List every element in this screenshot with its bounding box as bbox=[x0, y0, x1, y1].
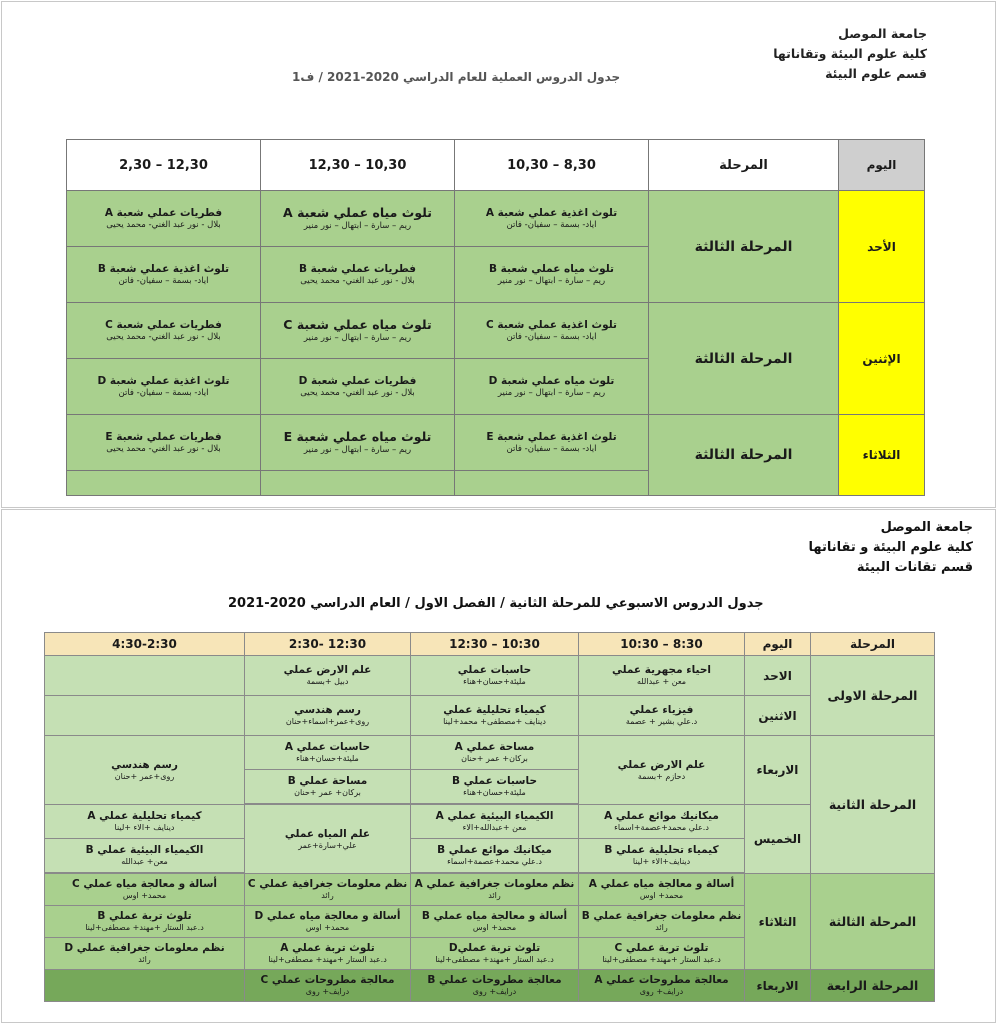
table-row bbox=[67, 191, 925, 247]
col-header-day: اليوم bbox=[745, 633, 811, 656]
top-university-name: جامعة الموصل bbox=[838, 26, 927, 41]
session-name: معالجة مطروحات عملي C bbox=[260, 974, 395, 987]
table-row bbox=[45, 805, 935, 839]
col-header-slot-2: 10,30 – 12,30 bbox=[261, 140, 455, 191]
session-staff: اياد- بسمة – سفيان- فاتن bbox=[506, 331, 597, 342]
session-staff: بلال - نور عبد الغني- محمد يحيى bbox=[300, 275, 415, 286]
col-header-slot-1: 8:30 – 10:30 bbox=[579, 633, 745, 656]
stage-cell: المرحلة الرابعة bbox=[811, 970, 935, 1002]
top-college-name: كلية علوم البيئة وتقاناتها bbox=[773, 46, 927, 61]
session-cell bbox=[45, 736, 245, 805]
session-cell bbox=[579, 874, 745, 906]
col-header-slot-1: 8,30 – 10,30 bbox=[455, 140, 649, 191]
stage-cell: المرحلة الثالثة bbox=[649, 415, 839, 496]
session-staff: ريم – سارة – ابتهال – نور منير bbox=[303, 333, 412, 343]
session-cell bbox=[45, 805, 245, 839]
session-name: تلوث مياه عملي شعبة B bbox=[489, 262, 614, 275]
session-staff: د.عبد الستار +مهند+ مصطفى+لينا bbox=[435, 955, 554, 964]
session-name: الكيمياء البيئية عملي B bbox=[85, 844, 204, 857]
session-staff: بلال - نور عبد الغني- محمد يحيى bbox=[300, 387, 415, 398]
session-cell bbox=[455, 359, 649, 415]
session-staff: درايف+ روى bbox=[639, 987, 684, 996]
session-staff: دبيل +بسمة bbox=[306, 677, 349, 686]
session-staff: ريم – سارة – ابتهال – نور منير bbox=[303, 445, 412, 455]
session-staff: رائد bbox=[321, 891, 334, 900]
session-name: أسالة و معالجة مياه عملي A bbox=[588, 878, 735, 891]
session-name: تلوث اغذية عملي شعبة A bbox=[485, 206, 618, 219]
session-name: فطريات عملي شعبة B bbox=[298, 262, 417, 275]
session-name: ميكانيك موائع عملي A bbox=[604, 810, 719, 823]
session-cell-empty bbox=[45, 970, 245, 1002]
session-name: حاسبات عملي bbox=[457, 664, 532, 677]
session-cell bbox=[45, 839, 245, 873]
session-name: فطريات عملي شعبة D bbox=[298, 374, 417, 387]
session-cell bbox=[411, 696, 579, 736]
top-table-header-row bbox=[67, 140, 925, 191]
col-header-slot-4: 4:30-2:30 bbox=[45, 633, 245, 656]
session-name: تلوث اغذية عملي شعبة D bbox=[97, 374, 230, 387]
session-name: تلوث مياه عملي شعبة E bbox=[283, 429, 432, 445]
session-staff: علي+سارة+عمر bbox=[298, 840, 357, 850]
session-cell bbox=[455, 303, 649, 359]
session-name: تلوث مياه عملي شعبة D bbox=[488, 374, 615, 387]
session-staff: رائد bbox=[138, 955, 151, 964]
session-name: حاسبات عملي A bbox=[284, 741, 371, 754]
col-header-slot-3: 12,30 – 2,30 bbox=[67, 140, 261, 191]
session-name: أسالة و معالجة مياه عملي C bbox=[72, 878, 217, 891]
session-name: ميكانيك موائع عملي B bbox=[437, 844, 552, 857]
session-staff: محمد+ اوس bbox=[122, 891, 167, 900]
day-cell: الاربعاء bbox=[745, 736, 811, 805]
session-cell bbox=[245, 770, 411, 804]
session-name: تلوث تربة عمليD bbox=[448, 942, 541, 955]
day-cell: الاثنين bbox=[745, 696, 811, 736]
session-cell bbox=[411, 736, 579, 770]
session-staff: د.علي بشير + عصمة bbox=[625, 717, 698, 726]
session-name: مساحة عملي B bbox=[287, 775, 368, 788]
table-row bbox=[45, 736, 935, 770]
session-name: تلوث اغذية عملي شعبة C bbox=[486, 318, 617, 331]
session-staff: مليئة+حسان+هناء bbox=[463, 788, 526, 797]
session-staff: درايف+ روى bbox=[472, 987, 517, 996]
session-name: نظم معلومات جغرافية عملي C bbox=[247, 878, 408, 891]
session-staff: د.علي محمد+عصمة+اسماء bbox=[614, 823, 709, 832]
session-name: تلوث تربة عملي B bbox=[97, 910, 192, 923]
top-schedule-title: جدول الدروس العملية للعام الدراسي 2020-2021 / ف1 bbox=[292, 70, 621, 84]
session-staff: د.عبد الستار +مهند+ مصطفى+لينا bbox=[602, 955, 721, 964]
session-cell bbox=[579, 805, 745, 839]
session-cell bbox=[67, 191, 261, 247]
stage-cell: المرحلة الثانية bbox=[811, 736, 935, 874]
session-cell bbox=[245, 938, 411, 970]
day-cell-monday: الإثنين bbox=[839, 303, 925, 415]
session-name: تلوث مياه عملي شعبة C bbox=[283, 317, 432, 333]
session-name: كيمياء تحليلية عملي B bbox=[604, 844, 719, 857]
session-cell bbox=[455, 191, 649, 247]
session-name: تلوث اغذية عملي شعبة E bbox=[486, 430, 617, 443]
session-staff: اياد- بسمة – سفيان- فاتن bbox=[506, 443, 597, 454]
session-cell-empty bbox=[45, 696, 245, 736]
session-staff: ريم – سارة – ابتهال – نور منير bbox=[497, 275, 606, 286]
col-header-stage: المرحلة bbox=[811, 633, 935, 656]
session-staff: ريم – سارة – ابتهال – نور منير bbox=[497, 387, 606, 398]
session-name: حاسبات عملي B bbox=[451, 775, 538, 788]
session-staff: درايف+ روى bbox=[305, 987, 350, 996]
session-cell bbox=[45, 906, 245, 938]
session-staff: بلال - نور عبد الغني- محمد يحيى bbox=[106, 443, 221, 454]
table-row bbox=[67, 303, 925, 359]
session-cell bbox=[579, 736, 745, 805]
session-staff: محمد+ اوس bbox=[472, 923, 517, 932]
session-cell bbox=[245, 736, 411, 770]
session-name: فطريات عملي شعبة A bbox=[104, 206, 223, 219]
session-cell bbox=[245, 970, 411, 1002]
session-name: تلوث مياه عملي شعبة A bbox=[283, 205, 432, 221]
session-cell bbox=[411, 874, 579, 906]
day-cell-tuesday: الثلاثاء bbox=[839, 415, 925, 496]
session-cell bbox=[261, 247, 455, 303]
session-staff: اياد- بسمة – سفيان- فاتن bbox=[118, 275, 209, 286]
session-cell bbox=[411, 839, 579, 873]
session-cell-cut bbox=[67, 471, 261, 496]
session-cell bbox=[579, 839, 745, 873]
session-name: فطريات عملي شعبة C bbox=[105, 318, 222, 331]
session-staff: معن +عبدالله+الاء bbox=[462, 823, 527, 832]
table-row bbox=[45, 970, 935, 1002]
session-name: علم الارض عملي bbox=[617, 758, 706, 771]
session-staff: معن+ عبدالله bbox=[121, 857, 168, 866]
col-header-slot-2: 10:30 – 12:30 bbox=[411, 633, 579, 656]
session-staff: دينايف +الاء +لينا bbox=[114, 823, 175, 832]
top-department-name: قسم علوم البيئة bbox=[825, 66, 927, 81]
session-name: رسم هندسي bbox=[111, 758, 178, 771]
session-staff: دينايف+الاء +لينا bbox=[632, 857, 691, 866]
session-cell bbox=[579, 696, 745, 736]
session-name: تلوث تربة عملي A bbox=[280, 942, 375, 955]
top-institution-header bbox=[773, 24, 927, 84]
session-staff: اياد- بسمة – سفيان- فاتن bbox=[506, 219, 597, 230]
session-cell bbox=[579, 906, 745, 938]
session-cell bbox=[579, 938, 745, 970]
session-cell bbox=[67, 415, 261, 471]
session-cell bbox=[67, 359, 261, 415]
col-header-slot-3: 12:30 -2:30 bbox=[245, 633, 411, 656]
session-cell bbox=[245, 805, 411, 874]
bottom-schedule-title: جدول الدروس الاسبوعي للمرحلة الثانية / الفصل الاول / العام الدراسي 2020-2021 bbox=[228, 596, 764, 611]
session-cell bbox=[411, 906, 579, 938]
session-staff: بركان+ عمر +حنان bbox=[461, 754, 528, 763]
session-staff: روى+عمر+اسماء+حنان bbox=[285, 717, 370, 726]
session-staff: مليئة+حسان+هناء bbox=[463, 677, 526, 686]
session-name: علم الارض عملي bbox=[283, 664, 372, 677]
col-header-stage: المرحلة bbox=[649, 140, 839, 191]
session-cell bbox=[411, 938, 579, 970]
session-cell bbox=[411, 770, 579, 804]
session-cell-cut bbox=[261, 471, 455, 496]
session-name: معالجة مطروحات عملي B bbox=[427, 974, 562, 987]
session-cell bbox=[245, 906, 411, 938]
table-row bbox=[45, 696, 935, 736]
session-staff: دينايف +مصطفى+ محمد+لينا bbox=[443, 717, 546, 726]
session-staff: رائد bbox=[488, 891, 501, 900]
session-staff: ريم – سارة – ابتهال – نور منير bbox=[303, 221, 412, 231]
session-staff: رائد bbox=[655, 923, 668, 932]
session-cell bbox=[67, 247, 261, 303]
session-name: كيمياء تحليلية عملي A bbox=[87, 810, 202, 823]
session-name: تلوث اغذية عملي شعبة B bbox=[97, 262, 230, 275]
session-staff: د.عبد الستار +مهند+ مصطفى+لينا bbox=[268, 955, 387, 964]
stage-cell: المرحلة الثالثة bbox=[649, 303, 839, 415]
session-cell bbox=[455, 247, 649, 303]
session-cell-cut bbox=[455, 471, 649, 496]
session-cell bbox=[45, 874, 245, 906]
session-staff: مليئة+حسان+هناء bbox=[296, 754, 359, 763]
session-cell bbox=[245, 696, 411, 736]
session-staff: بلال - نور عبد الغني- محمد يحيى bbox=[106, 331, 221, 342]
session-name: فطريات عملي شعبة E bbox=[105, 430, 222, 443]
table-row bbox=[67, 415, 925, 471]
session-staff: د.عبد الستار +مهند+ مصطفى+لينا bbox=[85, 923, 204, 932]
stage-cell: المرحلة الثالثة bbox=[649, 191, 839, 303]
stage-cell: المرحلة الثالثة bbox=[811, 874, 935, 970]
session-name: مساحة عملي A bbox=[454, 741, 535, 754]
session-staff: بلال - نور عبد الغني- محمد يحيى bbox=[106, 219, 221, 230]
session-cell bbox=[455, 415, 649, 471]
top-schedule-table bbox=[66, 139, 925, 496]
day-cell: الاربعاء bbox=[745, 970, 811, 1002]
session-cell bbox=[411, 656, 579, 696]
session-name: نظم معلومات جغرافية عملي B bbox=[581, 910, 742, 923]
session-cell bbox=[411, 970, 579, 1002]
session-staff: روى+عمر +حنان bbox=[114, 771, 175, 781]
bottom-college-name: كلية علوم البيئة و تقاناتها bbox=[808, 540, 973, 555]
session-staff: محمد+ اوس bbox=[305, 923, 350, 932]
day-cell-sunday: الأحد bbox=[839, 191, 925, 303]
session-name: نظم معلومات جغرافية عملي A bbox=[414, 878, 575, 891]
bottom-institution-header bbox=[809, 518, 973, 578]
session-cell-empty bbox=[45, 656, 245, 696]
bottom-table-header-row bbox=[45, 633, 935, 656]
session-name: علم المياه عملي bbox=[284, 827, 371, 840]
session-staff: محمد+ اوس bbox=[639, 891, 684, 900]
col-header-day: اليوم bbox=[839, 140, 925, 191]
session-name: تلوث تربة عملي C bbox=[614, 942, 709, 955]
session-name: أسالة و معالجة مياه عملي B bbox=[421, 910, 568, 923]
session-name: رسم هندسي bbox=[294, 704, 361, 717]
session-name: نظم معلومات جغرافية عملي D bbox=[64, 942, 225, 955]
day-cell: الثلاثاء bbox=[745, 874, 811, 970]
day-cell: الخميس bbox=[745, 805, 811, 874]
bottom-department-name: قسم تقانات البيئة bbox=[856, 560, 973, 575]
session-cell bbox=[579, 656, 745, 696]
day-cell: الاحد bbox=[745, 656, 811, 696]
session-cell bbox=[67, 303, 261, 359]
session-name: أسالة و معالجة مياه عملي D bbox=[254, 910, 401, 923]
session-cell bbox=[579, 970, 745, 1002]
stage-cell: المرحلة الاولى bbox=[811, 656, 935, 736]
session-name: الكيمياء البيئية عملي A bbox=[435, 810, 554, 823]
session-staff: د.علي محمد+عصمة+اسماء bbox=[447, 857, 542, 866]
table-row bbox=[45, 874, 935, 906]
table-row bbox=[45, 656, 935, 696]
session-cell bbox=[261, 359, 455, 415]
session-name: كيمياء تحليلية عملي bbox=[443, 704, 546, 717]
session-cell bbox=[245, 874, 411, 906]
session-name: فيزياء عملي bbox=[629, 704, 694, 717]
bottom-schedule-table bbox=[44, 632, 935, 1002]
session-cell bbox=[261, 303, 455, 359]
session-staff: معن + عبدالله bbox=[636, 677, 686, 686]
session-name: معالجة مطروحات عملي A bbox=[594, 974, 729, 987]
bottom-university-name: جامعة الموصل bbox=[880, 520, 973, 535]
session-staff: دحازم +بسمة bbox=[637, 771, 686, 781]
session-cell bbox=[261, 415, 455, 471]
session-cell bbox=[45, 938, 245, 970]
session-cell bbox=[261, 191, 455, 247]
session-cell bbox=[411, 805, 579, 839]
session-cell bbox=[245, 656, 411, 696]
session-staff: بركان+ عمر +حنان bbox=[294, 788, 361, 797]
session-name: احياء مجهرية عملي bbox=[611, 664, 712, 677]
session-staff: اياد- بسمة – سفيان- فاتن bbox=[118, 387, 209, 398]
